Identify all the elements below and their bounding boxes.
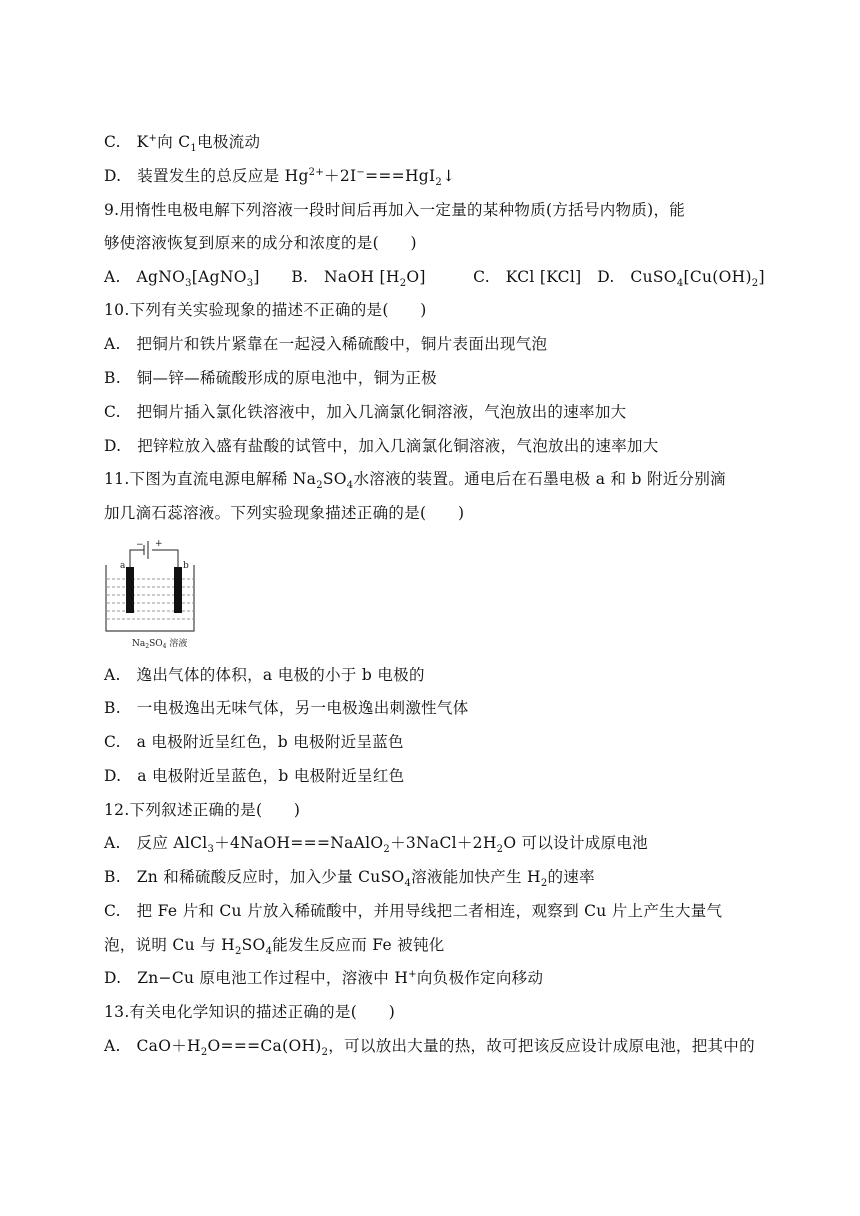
text-line bbox=[104, 267, 765, 290]
text-line bbox=[104, 732, 404, 752]
battery-plus-sign: + bbox=[155, 539, 163, 549]
subscript: 2 bbox=[435, 177, 443, 189]
text-segment: A. 把铜片和铁片紧靠在一起浸入稀硫酸中，铜片表面出现气泡 bbox=[104, 335, 548, 353]
text-line bbox=[104, 1036, 755, 1059]
text-segment: A. 逸出气体的体积，a 电极的小于 b 电极的 bbox=[104, 666, 425, 684]
superscript: + bbox=[148, 132, 158, 144]
text-line bbox=[104, 166, 456, 189]
text-line bbox=[104, 300, 427, 320]
subscript: 4 bbox=[676, 278, 684, 290]
text-segment: C. 把铜片插入氯化铁溶液中，加入几滴氯化铜溶液，气泡放出的速率加大 bbox=[104, 403, 627, 421]
electrolysis-apparatus-figure bbox=[100, 535, 195, 650]
text-segment: C. a 电极附近呈红色，b 电极附近呈蓝色 bbox=[104, 733, 404, 751]
figure-caption: $Na_2SO_4$ 溶液 bbox=[132, 639, 188, 650]
text-segment: D. 装置发生的总反应是 Hg bbox=[104, 167, 309, 185]
text-segment: B. 一电极逸出无味气体，另一电极逸出刺激性气体 bbox=[104, 699, 469, 717]
subscript: 2 bbox=[496, 844, 504, 856]
text-segment: ===HgI bbox=[365, 167, 436, 185]
text-segment: 能发生反应而 Fe 被钝化 bbox=[272, 936, 445, 954]
subscript: 2 bbox=[321, 1047, 329, 1059]
text-segment: 13.有关电化学知识的描述正确的是( ) bbox=[104, 1003, 396, 1021]
text-segment: 的速率 bbox=[547, 868, 595, 886]
battery-minus-sign: − bbox=[136, 540, 144, 550]
subscript: 2 bbox=[234, 946, 242, 958]
electrode-b bbox=[174, 567, 182, 613]
text-segment: ，可以放出大量的热，故可把该反应设计成原电池，把其中的 bbox=[328, 1037, 755, 1055]
text-line bbox=[104, 402, 626, 422]
text-segment: D. a 电极附近呈蓝色，b 电极附近呈红色 bbox=[104, 767, 405, 785]
subscript: 2 bbox=[399, 278, 407, 290]
text-line bbox=[104, 334, 547, 354]
text-segment: [Cu(OH) bbox=[683, 268, 752, 286]
text-segment: [AgNO bbox=[191, 268, 247, 286]
text-segment: A. CaO＋H bbox=[104, 1037, 201, 1055]
text-line bbox=[104, 867, 595, 890]
text-segment: O] C. KCl [KCl] D. CuSO bbox=[406, 268, 677, 286]
subscript: 4 bbox=[265, 946, 273, 958]
electrode-b-label: b bbox=[183, 561, 189, 571]
text-segment: 水溶液的装置。通电后在石墨电极 a 和 b 附近分别滴 bbox=[353, 470, 726, 488]
text-segment: 溶液能加快产生 H bbox=[411, 868, 541, 886]
text-segment: 向负极作定向移动 bbox=[416, 969, 544, 987]
text-line bbox=[104, 968, 543, 988]
text-line bbox=[104, 935, 445, 958]
text-segment: 11.下图为直流电源电解稀 Na bbox=[104, 470, 317, 488]
text-segment: 9.用惰性电极电解下列溶液一段时间后再加入一定量的某种物质(方括号内物质)，能 bbox=[104, 201, 686, 219]
text-line bbox=[104, 800, 300, 820]
text-segment: B. Zn 和稀硫酸反应时，加入少量 CuSO bbox=[104, 868, 405, 886]
text-segment: A. AgNO bbox=[104, 268, 186, 286]
text-segment: SO bbox=[322, 470, 347, 488]
electrode-a bbox=[126, 567, 134, 613]
subscript: 1 bbox=[190, 143, 198, 155]
subscript: 3 bbox=[207, 844, 215, 856]
text-segment: C. 把 Fe 片和 Cu 片放入稀硫酸中，并用导线把二者相连，观察到 Cu 片上产生大量气 bbox=[104, 902, 723, 920]
subscript: 3 bbox=[246, 278, 254, 290]
text-segment: 泡，说明 Cu 与 H bbox=[104, 936, 235, 954]
subscript: 2 bbox=[383, 844, 391, 856]
text-line bbox=[104, 368, 437, 388]
superscript: 2+ bbox=[308, 166, 325, 178]
text-segment: 加几滴石蕊溶液。下列实验现象描述正确的是( ) bbox=[104, 504, 465, 522]
subscript: 4 bbox=[346, 480, 354, 492]
text-segment: D. Zn−Cu 原电池工作过程中，溶液中 H bbox=[104, 969, 409, 987]
text-segment: ↓ bbox=[442, 167, 456, 185]
subscript: 2 bbox=[316, 480, 323, 492]
text-segment: A. 反应 AlCl bbox=[104, 834, 208, 852]
text-segment: 12.下列叙述正确的是( ) bbox=[104, 801, 301, 819]
subscript: 2 bbox=[751, 278, 759, 290]
text-line bbox=[104, 200, 685, 220]
subscript: 2 bbox=[540, 878, 548, 890]
text-line bbox=[104, 833, 648, 856]
text-segment: O 可以设计成原电池 bbox=[503, 834, 648, 852]
text-line bbox=[104, 665, 425, 685]
text-line bbox=[104, 698, 469, 718]
text-segment: C. K bbox=[104, 133, 149, 151]
text-line bbox=[104, 901, 722, 921]
text-line bbox=[104, 132, 261, 155]
subscript: 3 bbox=[185, 278, 192, 290]
text-line bbox=[104, 766, 404, 786]
superscript: + bbox=[408, 968, 417, 980]
text-segment: ] B. NaOH [H bbox=[253, 268, 400, 286]
subscript: 2 bbox=[200, 1047, 208, 1059]
text-line bbox=[104, 503, 464, 523]
text-line bbox=[104, 436, 659, 456]
text-segment: 够使溶液恢复到原来的成分和浓度的是( ) bbox=[104, 234, 417, 252]
electrode-a-label: a bbox=[120, 561, 126, 571]
text-segment: O===Ca(OH) bbox=[207, 1037, 322, 1055]
text-segment: ＋3NaCl＋2H bbox=[390, 834, 497, 852]
text-segment: B. 铜—锌—稀硫酸形成的原电池中，铜为正极 bbox=[104, 369, 437, 387]
text-segment: ] bbox=[758, 268, 765, 286]
text-segment: SO bbox=[241, 936, 266, 954]
text-segment: 电极流动 bbox=[197, 133, 261, 151]
subscript: 4 bbox=[404, 878, 412, 890]
text-segment: ＋2I bbox=[324, 167, 357, 185]
text-line bbox=[104, 233, 417, 253]
text-segment: ＋4NaOH===NaAlO bbox=[214, 834, 384, 852]
text-line bbox=[104, 1002, 395, 1022]
superscript: − bbox=[356, 166, 366, 178]
text-segment: 10.下列有关实验现象的描述不正确的是( ) bbox=[104, 301, 427, 319]
text-segment: 向 C bbox=[157, 133, 191, 151]
text-line bbox=[104, 469, 726, 492]
text-segment: D. 把锌粒放入盛有盐酸的试管中，加入几滴氯化铜溶液，气泡放出的速率加大 bbox=[104, 437, 659, 455]
